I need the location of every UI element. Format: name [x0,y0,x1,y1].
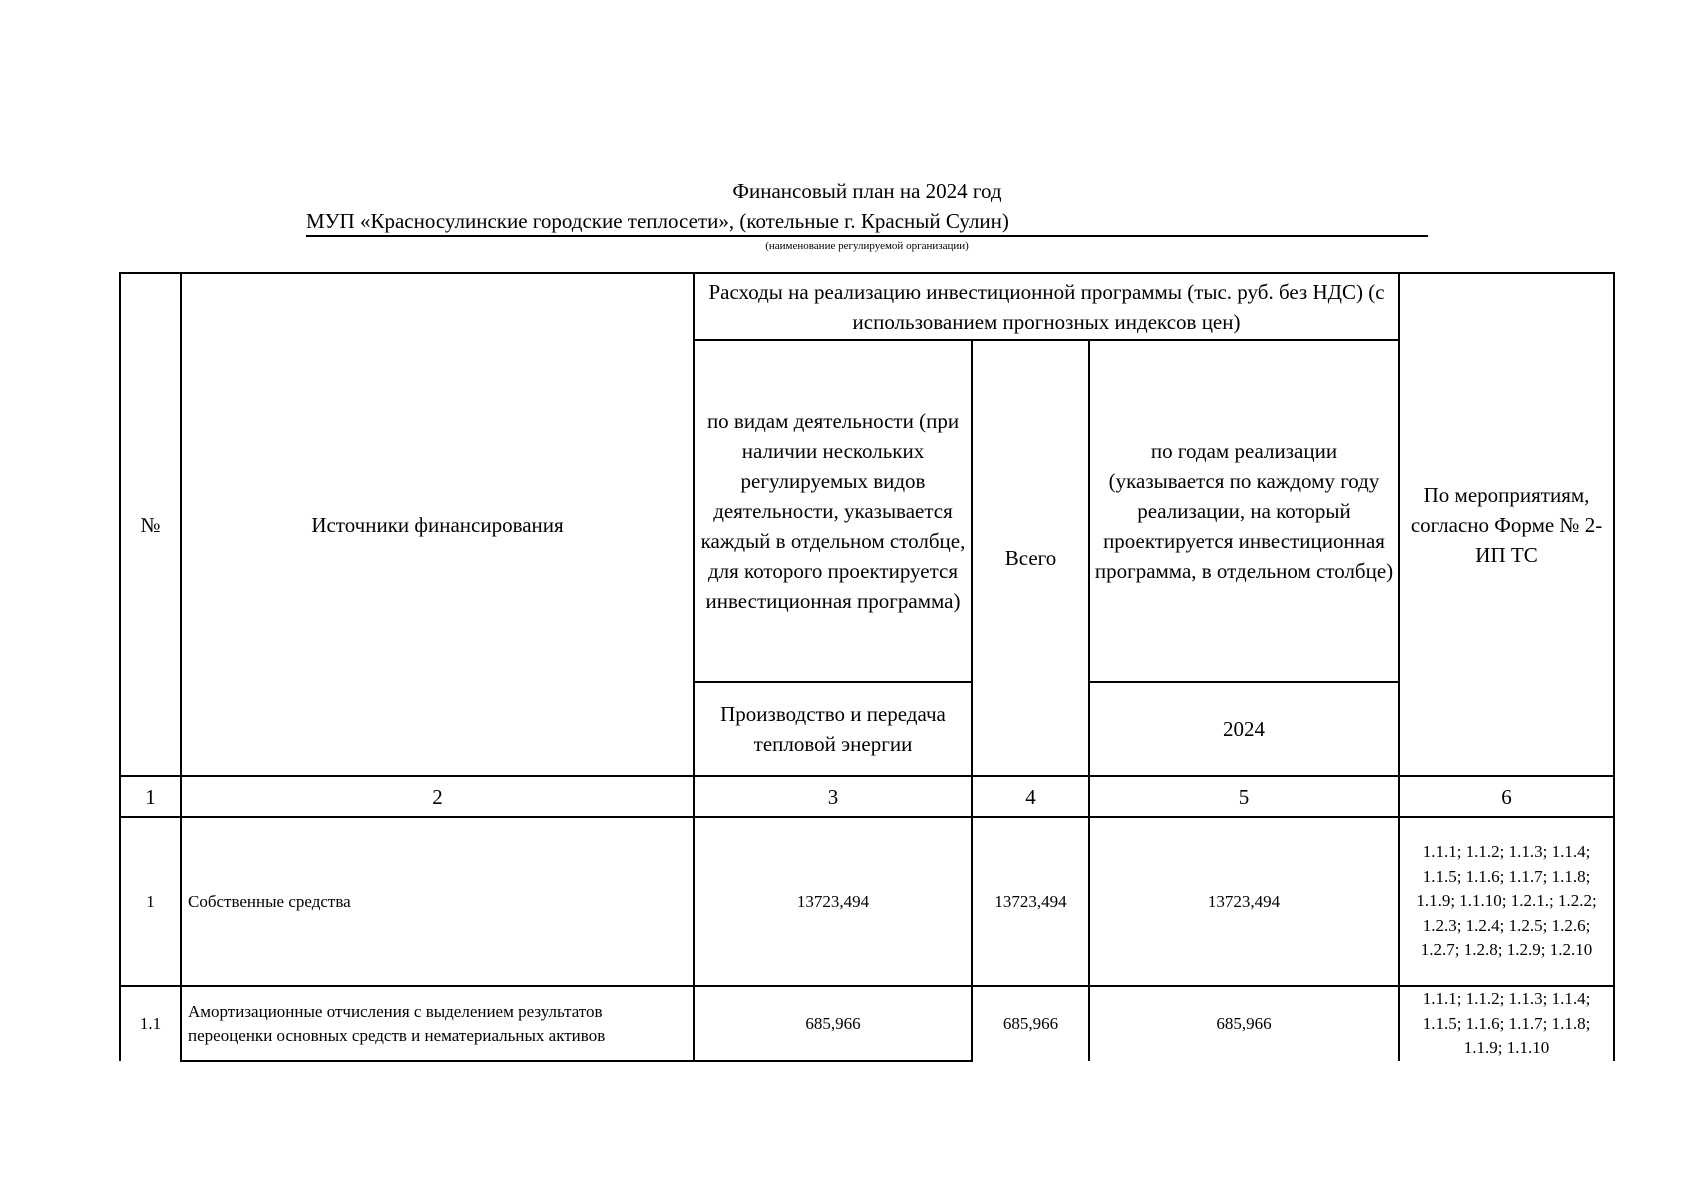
row-measures [1399,986,1614,1061]
measures-line: 1.1.5; 1.1.6; 1.1.7; 1.1.8; [1422,866,1591,886]
measures-line: 1.1.9; 1.1.10; 1.2.1.; 1.2.2; [1416,891,1597,911]
table-row [120,986,1614,1061]
measures-line: 1.2.7; 1.2.8; 1.2.9; 1.2.10 [1420,940,1593,960]
source-line: переоценки основных средств и нематериальных активов [188,1025,606,1045]
financial-plan-table [119,272,1615,1062]
header-expenses: Расходы на реализацию инвестиционной программы (тыс. руб. без НДС) (с использованием прогнозных индексов цен) [694,273,1399,340]
row-year-value: 685,966 [1089,986,1399,1061]
measures-line: 1.1.5; 1.1.6; 1.1.7; 1.1.8; [1422,1013,1591,1033]
header-by-activity: по видам деятельности (при наличии нескольких регулируемых видов деятельности, указывается каждый в отдельном столбце, для которого проектируется инвестиционная программа) [694,340,972,682]
row-source [181,986,694,1061]
row-activity-value: 13723,494 [694,817,972,986]
row-number: 1 [120,817,181,986]
row-measures [1399,817,1614,986]
column-number: 3 [694,776,972,817]
row-year-value: 13723,494 [1089,817,1399,986]
source-line: Амортизационные отчисления с выделением результатов [188,1001,603,1021]
header-source: Источники финансирования [181,273,694,776]
header-by-measures: По мероприятиям, согласно Форме № 2-ИП ТС [1399,273,1614,776]
row-source: Собственные средства [181,817,694,986]
measures-line: 1.1.1; 1.1.2; 1.1.3; 1.1.4; [1422,842,1591,862]
row-number: 1.1 [120,986,181,1061]
column-number: 5 [1089,776,1399,817]
column-number: 2 [181,776,694,817]
organization-name: МУП «Красносулинские городские теплосети», (котельные г. Красный Сулин) [306,209,1009,233]
measures-line: 1.1.9; 1.1.10 [1463,1038,1550,1058]
header-by-years: по годам реализации (указывается по каждому году реализации, на который проектируется инвестиционная программа, в отдельном столбце) [1089,340,1399,682]
header-number: № [120,273,181,776]
document-title: Финансовый план на 2024 год [732,179,1002,203]
organization-caption: (наименование регулируемой организации) [765,240,969,252]
row-total-value: 13723,494 [972,817,1089,986]
row-activity-value: 685,966 [694,986,972,1061]
column-number: 6 [1399,776,1614,817]
column-number: 4 [972,776,1089,817]
header-total: Всего [972,340,1089,776]
header-year: 2024 [1089,682,1399,776]
measures-line: 1.2.3; 1.2.4; 1.2.5; 1.2.6; [1422,915,1591,935]
table-row [120,817,1614,986]
organization-underline [306,235,1428,237]
header-activity-name: Производство и передача тепловой энергии [694,682,972,776]
row-total-value: 685,966 [972,986,1089,1061]
column-number: 1 [120,776,181,817]
measures-line: 1.1.1; 1.1.2; 1.1.3; 1.1.4; [1422,989,1591,1009]
